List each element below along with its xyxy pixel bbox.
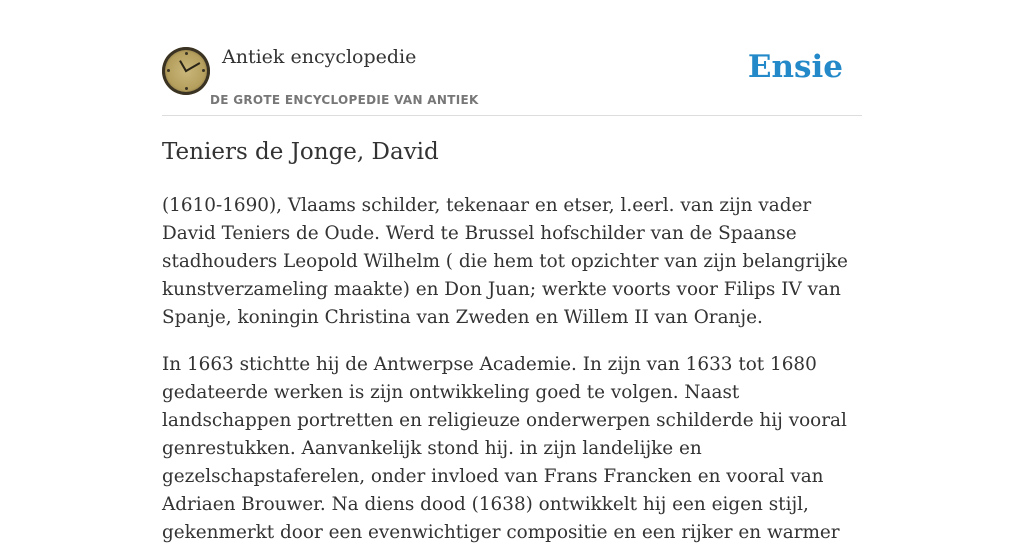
clock-icon[interactable] [162, 47, 210, 95]
clock-tick [167, 69, 170, 72]
site-title-link[interactable]: Antiek encyclopedie [222, 46, 417, 68]
clock-tick [185, 52, 188, 55]
page-container [162, 0, 862, 543]
clock-tick [185, 87, 188, 90]
article-paragraph: In 1663 stichtte hij de Antwerpse Academie. In zijn van 1633 tot 1680 gedateerde werken is zijn ontwikkeling goed te volgen. Naast landschappen portretten en religieuze onderwerpen schilderde hij vooral genrestukken. Aanvankelijk stond hij. in zijn landelijke en gezelschapstaferelen, onder invloed van Frans Francken en vooral van Adriaen Brouwer. Na diens dood (1638) ontwikkelt hij een eigen stijl, gekenmerkt door een evenwichtiger compositie en een rijker en warmer [162, 354, 847, 543]
site-subtitle: DE GROTE ENCYCLOPEDIE VAN ANTIEK [210, 93, 479, 107]
clock-tick [202, 69, 205, 72]
ensie-logo-link[interactable]: Ensie [747, 49, 843, 85]
article-title: Teniers de Jonge, David [162, 139, 439, 165]
site-header [162, 0, 862, 116]
article-paragraph: (1610-1690), Vlaams schilder, tekenaar en etser, l.eerl. van zijn vader David Teniers de Oude. Werd te Brussel hofschilder van de Spaanse stadhouders Leopold Wilhelm ( die hem tot opzichter van zijn belangrijke kunstverzameling maakte) en Don Juan; werkte voorts voor Filips IV van Spanje, koningin Christina van Zweden en Willem II van Oranje. [162, 195, 848, 328]
clock-minute-hand [185, 62, 201, 72]
